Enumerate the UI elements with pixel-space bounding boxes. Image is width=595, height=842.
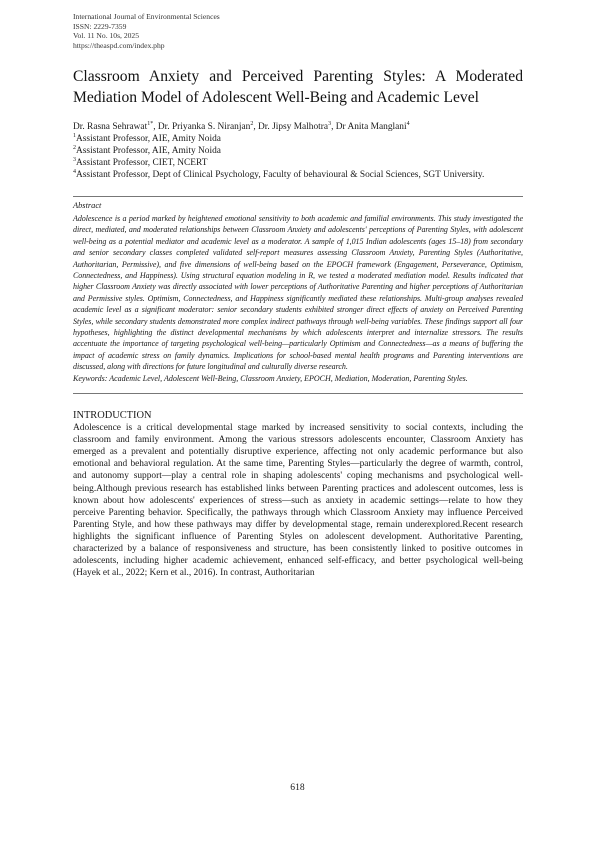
journal-name: International Journal of Environmental Sciences [73,12,220,21]
paper-title: Classroom Anxiety and Perceived Parenting Styles: A Moderated Mediation Model of Adolescent Well-Being and Academic Level [73,68,523,106]
author-sup: 2 [250,121,254,128]
affiliation-sup: 2 [73,144,76,151]
affiliation-text: Assistant Professor, AIE, Amity Noida [76,134,221,145]
introduction-heading: INTRODUCTION [73,410,152,422]
author-name: , Dr. Priyanka S. Niranjan [153,122,251,133]
author-name: Dr. Rasna Sehrawat [73,122,148,133]
abstract-heading: Abstract [73,201,102,211]
abstract-section [73,196,523,394]
journal-url: https://theaspd.com/index.php [73,40,165,50]
affiliation [73,146,523,158]
affiliation-list [73,134,523,181]
affiliation-sup: 4 [73,168,76,175]
affiliation-text: Assistant Professor, CIET, NCERT [76,157,208,168]
abstract-text: Adolescence is a period marked by heightened emotional sensitivity to both academic and familial environments. This study investigated the direct, mediated, and moderated relationships between Classroom Anxiety and adolescents' perceptions of Parenting Styles, with adolescent well-being as a potential mediator and academic level as a moderator. A sample of 1,015 Indian adolescents (ages 15–18) from secondary and senior secondary classes completed validated self-report measures assessing Classroom Anxiety, Parenting Styles (Authoritative, Authoritarian, Permissive), and five dimensions of well-being based on the EPOCH framework (Engagement, Perseverance, Optimism, Connectedness, and Happiness). Using structural equation modeling in R, we tested a moderated mediation model. Results indicated that higher Classroom Anxiety was directly associated with lower perceptions of Authoritative Parenting and higher perceptions of Authoritarian and Permissive styles. Optimism, Connectedness, and Happiness significantly mediated these relationships. Multi-group analyses revealed academic level as a significant moderator: senior secondary students exhibited stronger direct effects of anxiety on Perceived Parenting Styles, while secondary students demonstrated more complex indirect pathways through well-being variables. These findings support all four hypotheses, highlighting the distinct developmental mechanisms by which adolescents interpret and internalize stressors. The results accentuate the importance of targeting psychological well-being—particularly Optimism and Connectedness—as a means of buffering the impact of academic stress on family dynamics. Implications for school-based mental health programs and Parenting interventions are discussed, along with directions for future longitudinal and culturally diverse research. [73,213,523,372]
author-list [73,122,523,134]
affiliation-text: Assistant Professor, Dept of Clinical Psychology, Faculty of behavioural & Social Sciences, SGT University. [76,169,485,180]
journal-volume: Vol. 11 No. 10s, 2025 [73,31,140,41]
affiliation-text: Assistant Professor, AIE, Amity Noida [76,145,221,156]
author-sup: 4 [406,121,410,128]
journal-header [73,12,523,50]
affiliation-sup: 3 [73,156,76,163]
paper-page [73,12,523,579]
journal-issn: ISSN: 2229-7359 [73,21,127,31]
affiliation [73,134,523,146]
page-number: 618 [290,782,305,793]
affiliation [73,158,523,170]
affiliation [73,170,523,182]
author-name: , Dr. Jipsy Malhotra [253,122,329,133]
introduction-text: Adolescence is a critical developmental stage marked by increased sensitivity to social contexts, including the classroom and family environment. Among the various stressors adolescents encounter, Classroom Anxiety has emerged as a prevalent and potentially disruptive experience, affecting not only academic performance but also emotional and behavioral regulation. At the same time, Parenting Styles—particularly the degree of warmth, control, and autonomy support—play a central role in shaping adolescents' coping mechanisms and psychological well-being.Although previous research has established links between Parenting practices and adolescent outcomes, less is known about how adolescents' experiences of stress—such as anxiety in academic settings—relate to how they perceive Parenting behavior. Specifically, the pathways through which Classroom Anxiety may influence Perceived Parenting Style, and how these pathways may differ by developmental stage, remain underexplored.Recent research highlights the significant influence of Parenting Styles on adolescent development. Authoritative Parenting, characterized by a balance of responsiveness and structure, has been consistently linked to positive outcomes in adolescents, including higher academic achievement, enhanced self-efficacy, and better psychological well-being (Hayek et al., 2022; Kern et al., 2016). In contrast, Authoritarian [73,423,523,579]
affiliation-sup: 1 [73,133,76,140]
author-sup: 1* [147,121,154,128]
keywords: Keywords: Academic Level, Adolescent Well-Being, Classroom Anxiety, EPOCH, Mediation, Moderation, Parenting Styles. [73,373,468,383]
author-name: , Dr Anita Manglani [331,122,407,133]
author-sup: 3 [328,121,332,128]
